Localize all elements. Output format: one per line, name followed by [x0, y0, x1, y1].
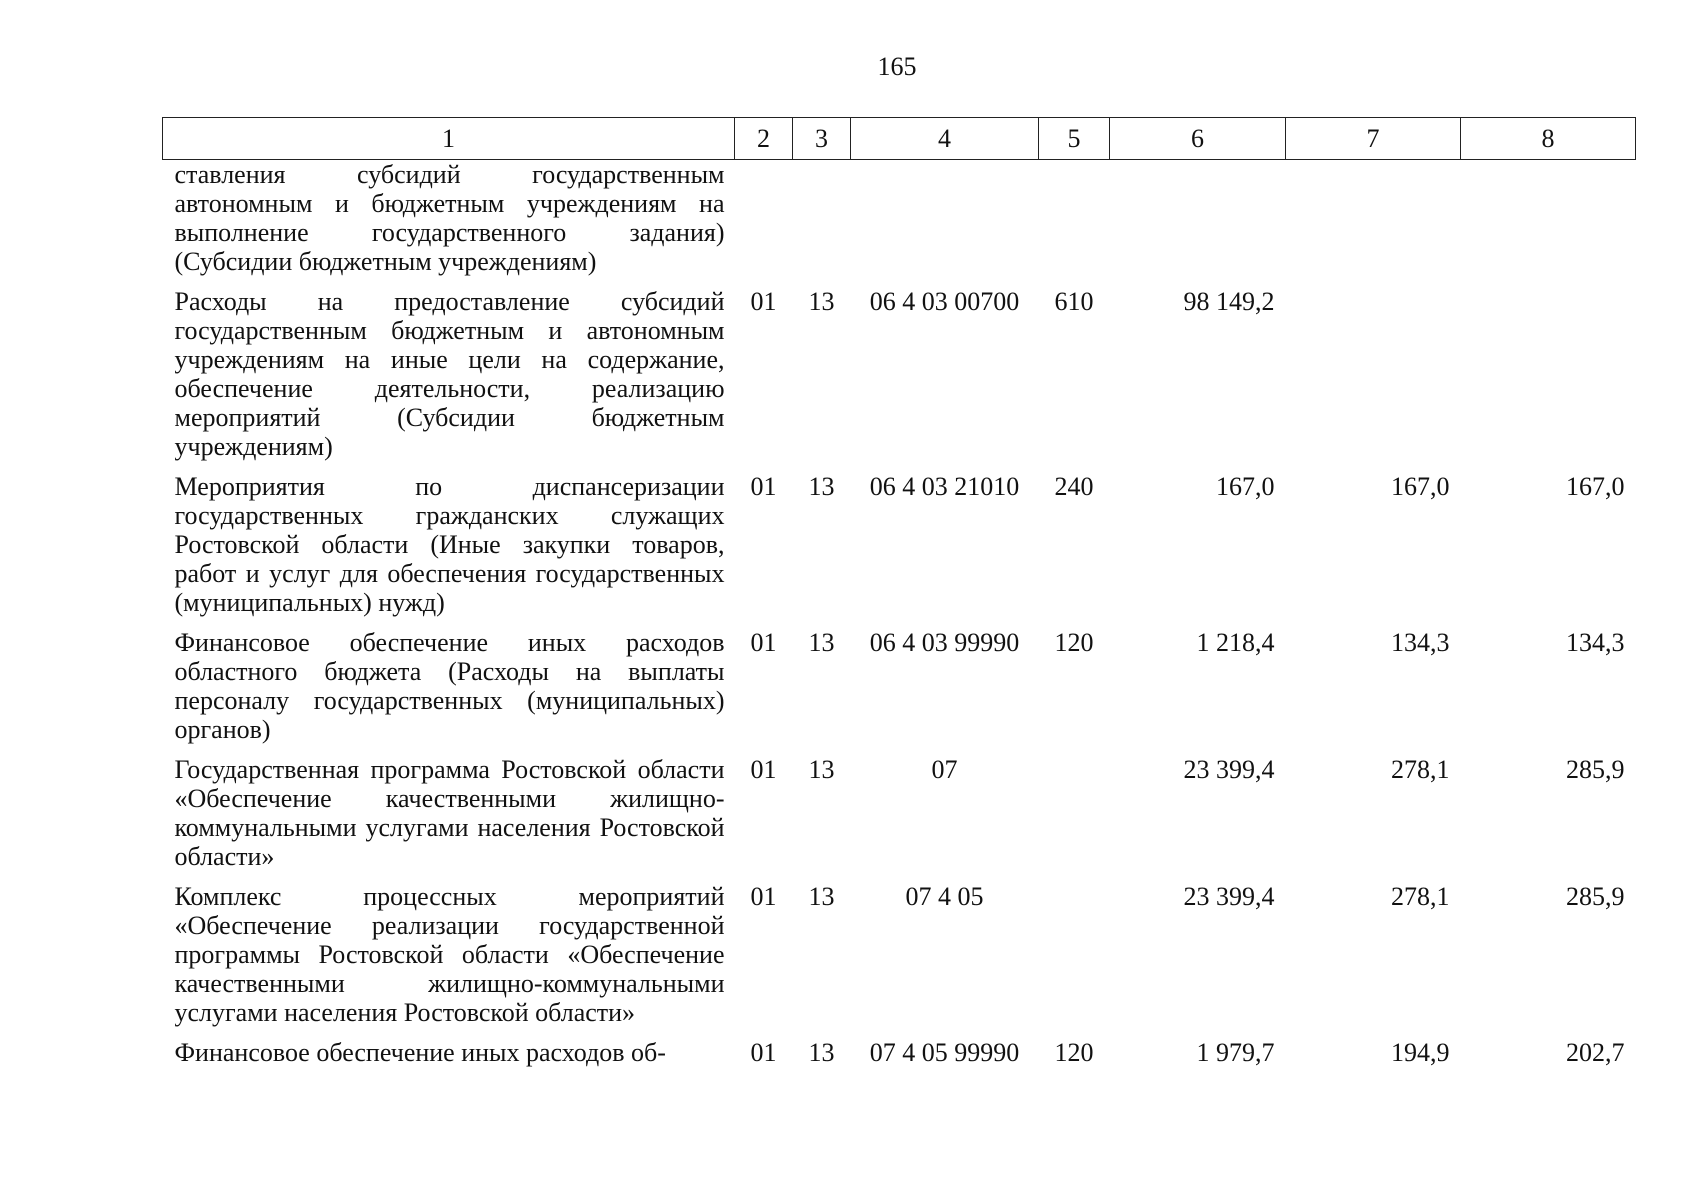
cell-amount-col7: 278,1 — [1391, 882, 1450, 911]
cell-amount-col7: 194,9 — [1391, 1038, 1450, 1067]
cell-amount-col8: 167,0 — [1566, 472, 1625, 501]
cell-subsection: 13 — [808, 472, 835, 501]
cell-expense-type: 120 — [1054, 1038, 1094, 1067]
cell-amount-col6: 98 149,2 — [1183, 287, 1275, 316]
row-description: Комплекс процессных мероприятий «Обеспечение реализации государственной программы Ростовской области «Обеспечение качественными жилищно-коммунальными услугами населения Ростовской области» — [174, 882, 725, 1027]
cell-amount-col8: 202,7 — [1566, 1038, 1625, 1067]
cell-section: 01 — [750, 287, 777, 316]
table-row — [163, 472, 1636, 628]
cell-section — [735, 160, 793, 288]
table-row — [163, 1038, 1636, 1078]
row-description: Государственная программа Ростовской области «Обеспечение качественными жилищно-коммунальными услугами населения Ростовской области» — [174, 755, 725, 871]
cell-amount-col7: 278,1 — [1391, 755, 1450, 784]
budget-table — [162, 117, 1636, 1078]
table-row — [163, 882, 1636, 1038]
cell-amount-col8: 285,9 — [1566, 882, 1625, 911]
cell-target-article — [851, 160, 1039, 288]
table-row — [163, 755, 1636, 882]
cell-expense-type: 120 — [1054, 628, 1094, 657]
cell-amount-col8: 285,9 — [1566, 755, 1625, 784]
cell-section: 01 — [750, 628, 777, 657]
row-description: Мероприятия по диспансеризации государственных гражданских служащих Ростовской области (Иные закупки товаров, работ и услуг для обеспечения государственных (муниципальных) нужд) — [174, 472, 725, 617]
cell-target-article: 07 — [931, 755, 958, 784]
header-col-2: 2 — [735, 118, 793, 160]
cell-amount-col6: 23 399,4 — [1183, 882, 1275, 911]
cell-subsection: 13 — [808, 628, 835, 657]
cell-subsection: 13 — [808, 1038, 835, 1067]
cell-expense-type — [1039, 755, 1110, 882]
cell-subsection: 13 — [808, 882, 835, 911]
header-col-1: 1 — [163, 118, 735, 160]
cell-subsection: 13 — [808, 755, 835, 784]
cell-expense-type — [1039, 160, 1110, 288]
cell-subsection: 13 — [808, 287, 835, 316]
cell-amount-col7 — [1286, 160, 1461, 288]
cell-amount-col6: 1 218,4 — [1196, 628, 1275, 657]
cell-target-article: 06 4 03 99990 — [869, 628, 1020, 657]
cell-amount-col7: 167,0 — [1391, 472, 1450, 501]
header-col-4: 4 — [851, 118, 1039, 160]
row-description: Финансовое обеспечение иных расходов об- — [174, 1038, 666, 1067]
row-description: Расходы на предоставление субсидий государственным бюджетным и автономным учреждениям на иные цели на содержание, обеспечение деятельности, реализацию мероприятий (Субсидии бюджетным учреждениям) — [174, 287, 725, 461]
cell-expense-type — [1039, 882, 1110, 1038]
cell-amount-col6 — [1110, 160, 1286, 288]
row-description: ставления субсидий государственным автономным и бюджетным учреждениям на выполнение государственного задания) (Субсидии бюджетным учреждениям) — [174, 160, 725, 276]
cell-amount-col6: 23 399,4 — [1183, 755, 1275, 784]
cell-amount-col8 — [1461, 160, 1636, 288]
row-description: Финансовое обеспечение иных расходов областного бюджета (Расходы на выплаты персоналу государственных (муниципальных) органов) — [174, 628, 725, 744]
header-col-5: 5 — [1039, 118, 1110, 160]
cell-subsection — [793, 160, 851, 288]
table-row — [163, 287, 1636, 472]
cell-section: 01 — [750, 472, 777, 501]
cell-section: 01 — [750, 1038, 777, 1067]
cell-section: 01 — [750, 755, 777, 784]
cell-amount-col8: 134,3 — [1566, 628, 1625, 657]
cell-section: 01 — [750, 882, 777, 911]
header-col-7: 7 — [1286, 118, 1461, 160]
cell-amount-col8 — [1461, 287, 1636, 472]
table-row — [163, 628, 1636, 755]
header-col-6: 6 — [1110, 118, 1286, 160]
header-col-3: 3 — [793, 118, 851, 160]
cell-target-article: 07 4 05 99990 — [869, 1038, 1020, 1067]
header-col-8: 8 — [1461, 118, 1636, 160]
table-row — [163, 160, 1636, 288]
cell-expense-type: 610 — [1054, 287, 1094, 316]
cell-amount-col6: 1 979,7 — [1196, 1038, 1275, 1067]
header-row — [163, 118, 1636, 160]
page-number: 165 — [877, 52, 917, 81]
cell-amount-col7 — [1286, 287, 1461, 472]
cell-target-article: 07 4 05 — [905, 882, 984, 911]
cell-amount-col7: 134,3 — [1391, 628, 1450, 657]
cell-expense-type: 240 — [1054, 472, 1094, 501]
cell-target-article: 06 4 03 21010 — [869, 472, 1020, 501]
cell-amount-col6: 167,0 — [1216, 472, 1275, 501]
cell-target-article: 06 4 03 00700 — [869, 287, 1020, 316]
